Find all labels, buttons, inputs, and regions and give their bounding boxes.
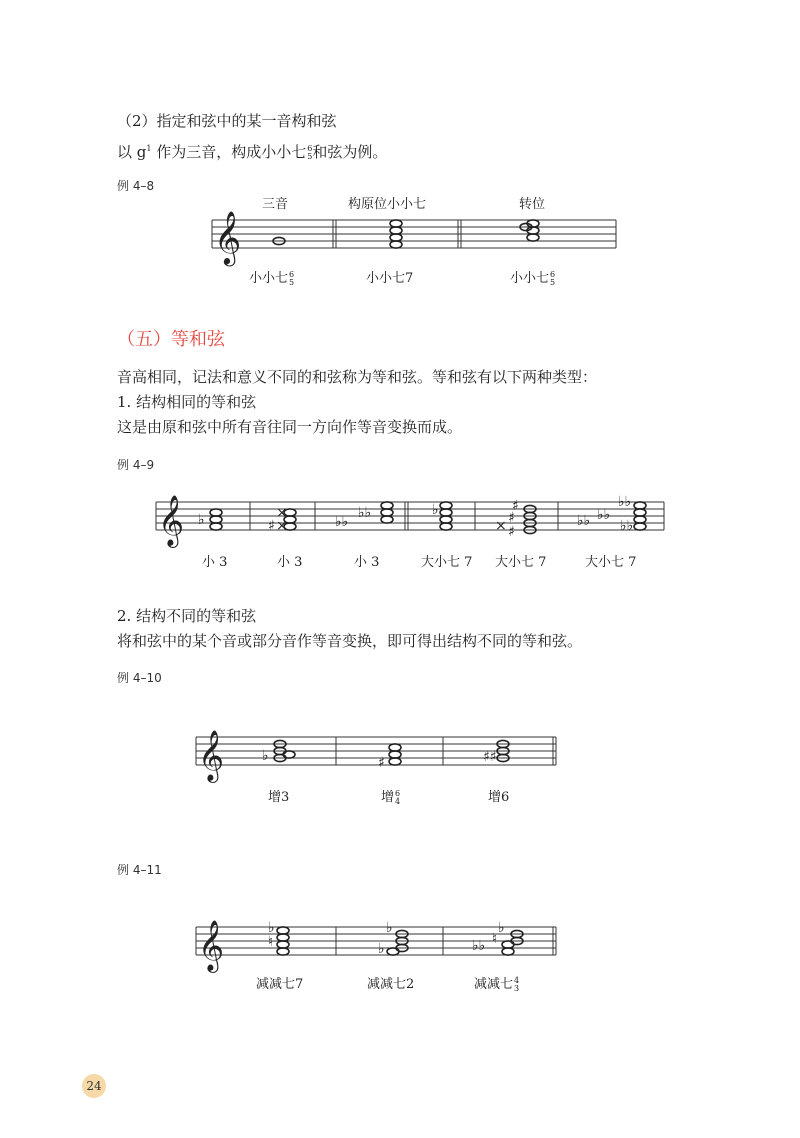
- svg-text:♭♭: ♭♭: [358, 505, 372, 521]
- ex49-chord-label-5: 大小七 7: [495, 555, 547, 570]
- type1-description: 这是由原和弦中所有音往同一方向作等音变换而成。: [117, 418, 463, 436]
- example-4-8-label: 例 4–8: [117, 179, 155, 193]
- ex411-chord-label-2: 减减七2: [367, 977, 415, 992]
- ex410-chord-2-figure: [395, 790, 400, 806]
- svg-text:♭: ♭: [378, 941, 385, 957]
- svg-text:♭: ♭: [262, 748, 269, 764]
- svg-text:♭♭: ♭♭: [620, 518, 634, 534]
- ex410-chord-label-1: 增3: [268, 790, 290, 805]
- ex48-chord-3-name: 小小七: [510, 271, 550, 286]
- page-number: 24: [82, 1074, 106, 1098]
- svg-text:♭♭: ♭♭: [472, 938, 486, 954]
- example-4-9-label: 例 4–9: [117, 458, 155, 472]
- ex48-chord-label-2: 小小七7: [366, 271, 414, 286]
- ex48-top-label-1: 三音: [262, 197, 289, 212]
- ex411-staff: [190, 915, 570, 975]
- ex49-chord-label-6: 大小七 7: [585, 555, 637, 570]
- ex48-staff: [200, 205, 620, 275]
- svg-text:♭♭: ♭♭: [577, 513, 591, 529]
- ex49-chord-label-3: 小 3: [354, 555, 380, 570]
- ex48-top-label-3: 转位: [519, 197, 546, 212]
- treble-clef-icon: 𝄞: [214, 210, 242, 264]
- ex48-chord-1-fig-top: 6: [289, 269, 295, 279]
- svg-text:♯: ♯: [512, 498, 519, 514]
- ex48-chord-3-figure: [550, 271, 555, 287]
- section-intro: 音高相同，记法和意义不同的和弦称为等和弦。等和弦有以下两种类型：: [117, 368, 598, 386]
- ex49-staff: [150, 490, 670, 550]
- ex49-chord-label-1: 小 3: [202, 555, 228, 570]
- svg-text:×: ×: [276, 518, 288, 534]
- type1-title: 1. 结构相同的等和弦: [117, 393, 257, 411]
- type2-title: 2. 结构不同的等和弦: [117, 607, 257, 625]
- ex48-chord-label-1: [249, 267, 294, 287]
- ex48-chord-label-3: [510, 267, 555, 287]
- type2-description: 将和弦中的某个音或部分音作等音变换，即可得出结构不同的等和弦。: [117, 632, 583, 650]
- part2-text-b: 作为三音，构成小小七: [151, 143, 307, 161]
- ex48-top-label-2: 构原位小小七: [348, 197, 427, 212]
- treble-clef-icon: 𝄞: [198, 730, 225, 781]
- svg-text:♭: ♭: [268, 920, 275, 936]
- svg-text:♭♭: ♭♭: [618, 494, 632, 510]
- svg-text:×: ×: [276, 505, 288, 521]
- treble-clef-icon: 𝄞: [158, 495, 185, 546]
- svg-text:♯: ♯: [378, 755, 385, 771]
- treble-clef-icon: 𝄞: [198, 920, 225, 971]
- ex410-chord-2-fig-top: 6: [395, 788, 401, 798]
- svg-text:♭: ♭: [498, 920, 505, 936]
- part2-text: [117, 139, 387, 162]
- ex410-chord-2-fig-bottom: 4: [395, 796, 401, 806]
- ex410-chord-label-3: 增6: [488, 790, 510, 805]
- svg-text:×: ×: [495, 518, 507, 534]
- svg-text:♯: ♯: [508, 510, 515, 526]
- svg-text:♮: ♮: [492, 931, 498, 947]
- part2-text-a-sup: 1: [146, 144, 152, 153]
- svg-text:♭: ♭: [386, 920, 393, 936]
- ex48-chord-3-fig-bottom: 5: [550, 277, 556, 287]
- ex49-chord-label-2: 小 3: [277, 555, 303, 570]
- ex48-chord-1-figure: [289, 271, 294, 287]
- svg-text:♯♯: ♯♯: [483, 749, 497, 765]
- svg-text:♯: ♯: [508, 524, 515, 540]
- svg-text:♭: ♭: [432, 502, 439, 518]
- svg-text:♭: ♭: [198, 512, 205, 528]
- ex410-chord-2-name: 增: [381, 790, 395, 805]
- section-title: （五）等和弦: [117, 329, 225, 350]
- ex411-chord-3-fig-top: 4: [514, 975, 520, 985]
- ex48-chord-1-fig-bottom: 5: [289, 277, 295, 287]
- ex411-chord-3-name: 减减七: [474, 977, 514, 992]
- ex48-chord-3-fig-top: 6: [550, 269, 556, 279]
- ex410-staff: [190, 725, 570, 785]
- ex411-chord-label-3: [474, 973, 519, 993]
- svg-text:♭♭: ♭♭: [335, 514, 349, 530]
- example-4-11-label: 例 4–11: [117, 863, 162, 877]
- example-4-10-label: 例 4–10: [117, 671, 162, 685]
- part2-heading: （2）指定和弦中的某一音构和弦: [117, 112, 337, 130]
- svg-text:♯: ♯: [268, 518, 275, 534]
- part2-text-c: 和弦为例。: [312, 143, 388, 161]
- ex48-chord-1-name: 小小七: [249, 271, 289, 286]
- svg-text:♮: ♮: [268, 934, 274, 950]
- ex411-chord-3-fig-bottom: 3: [514, 983, 520, 993]
- part2-figure-bottom: 5: [307, 152, 313, 161]
- svg-text:♭♭: ♭♭: [597, 507, 611, 523]
- part2-text-a: 以 g: [117, 143, 147, 161]
- ex411-chord-label-1: 减减七7: [256, 977, 304, 992]
- part2-figure-top: 6: [307, 144, 313, 153]
- ex49-chord-label-4: 大小七 7: [421, 555, 473, 570]
- ex410-chord-label-2: [381, 786, 400, 806]
- ex411-chord-3-figure: [514, 977, 519, 993]
